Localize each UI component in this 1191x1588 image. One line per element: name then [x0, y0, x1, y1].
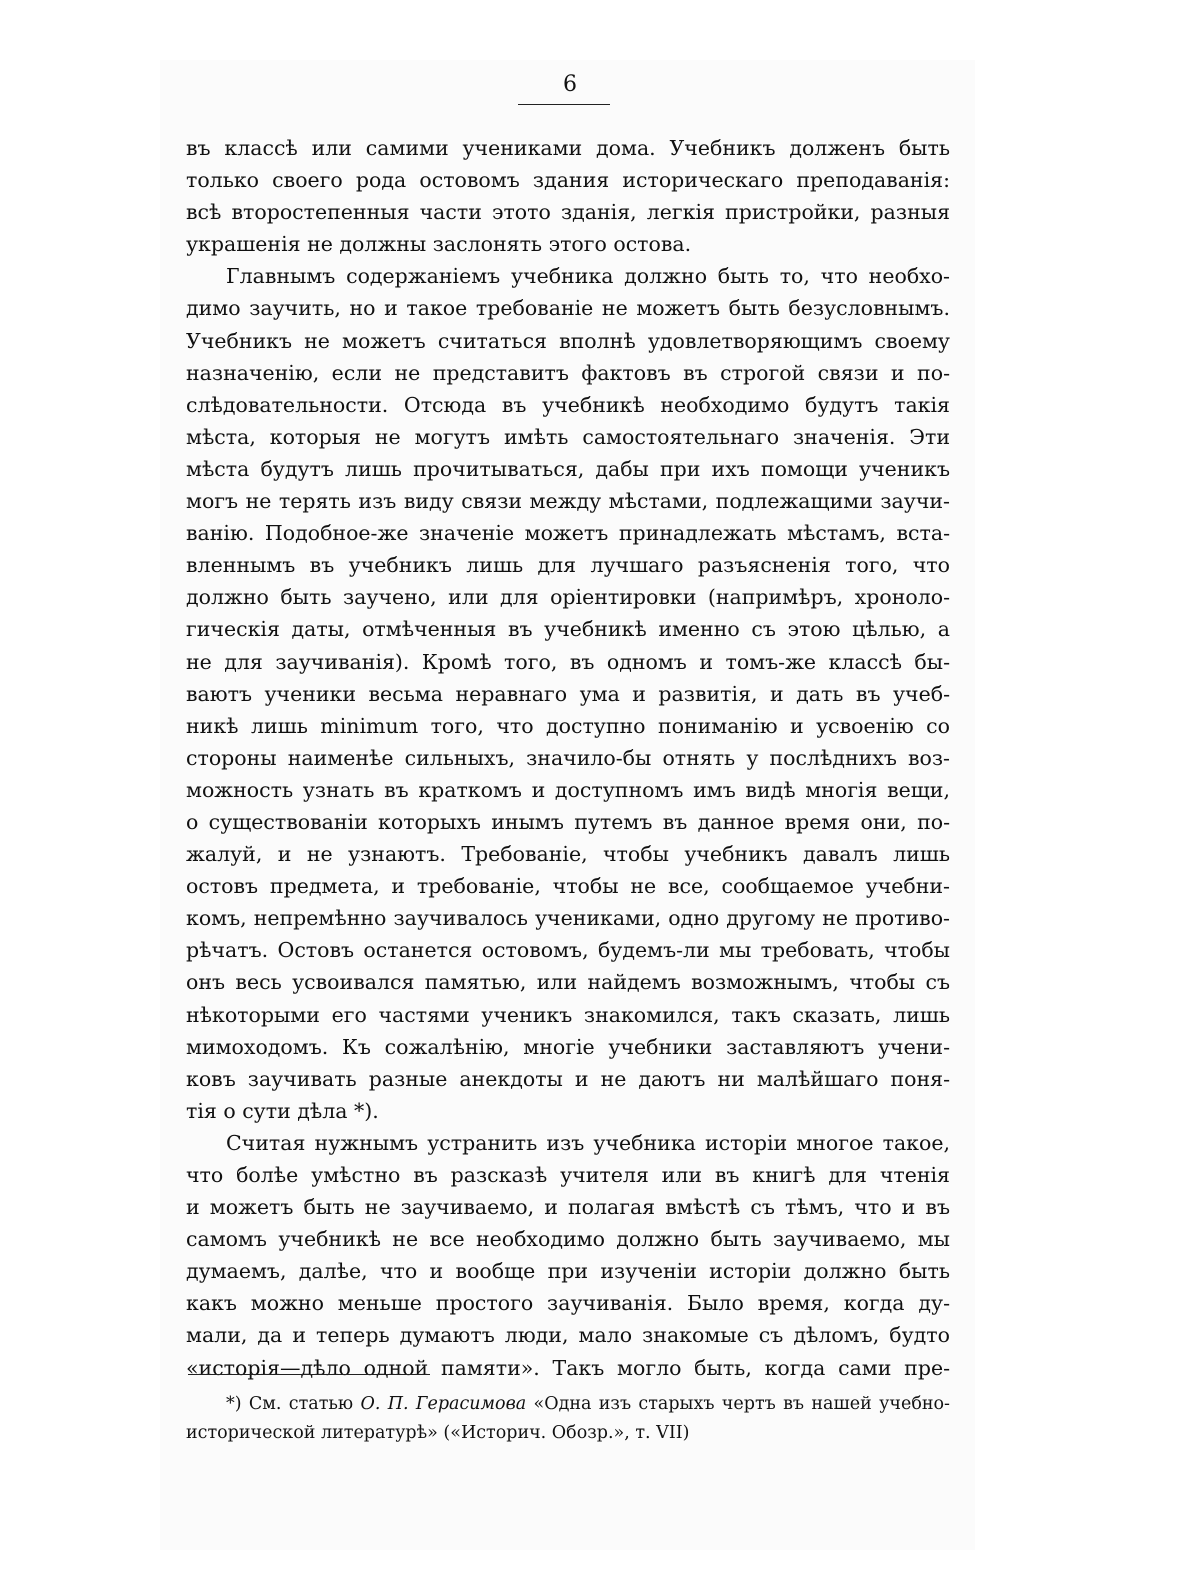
text-line: въ классѣ или самими учениками дома. Учебникъ долженъ быть	[186, 136, 950, 160]
page-number: 6	[563, 72, 577, 97]
footnote	[186, 1390, 950, 1448]
text-line: можность узнать въ краткомъ и доступномъ имъ видѣ многія вещи,	[186, 777, 950, 802]
text-line: ваютъ ученики весьма неравнаго ума и развитія, и дать въ учеб-	[186, 681, 950, 706]
footnote-marker: *) См. статью	[226, 1394, 361, 1414]
text-line: какъ можно меньше простого заучиванія. Было время, когда ду-	[186, 1291, 950, 1316]
text-line: могъ не терять изъ виду связи между мѣстами, подлежащими заучи-	[186, 489, 950, 514]
text-line: Учебникъ не можетъ считаться вполнѣ удовлетворяющимъ своему	[186, 328, 950, 353]
text-line: что болѣе умѣстно въ разсказѣ учителя или въ книгѣ для чтенія	[186, 1163, 950, 1187]
text-line: стороны наименѣе сильныхъ, значило-бы отнять у послѣднихъ воз-	[186, 745, 950, 770]
text-line: рѣчатъ. Остовъ останется остовомъ, будемъ-ли мы требовать, чтобы	[186, 938, 950, 963]
text-line: мимоходомъ. Къ сожалѣнію, многіе учебники заставляютъ учени-	[186, 1034, 950, 1059]
text-line: и можетъ быть не заучиваемо, и полагая вмѣстѣ съ тѣмъ, что и въ	[186, 1195, 950, 1220]
text-line: только своего рода остовомъ здания историческаго преподаванія:	[186, 168, 950, 193]
text-line: не для заучиванія). Кромѣ того, въ одномъ и томъ-же классѣ бы-	[186, 649, 950, 674]
text-line: комъ, непремѣнно заучивалось учениками, одно другому не противо-	[186, 906, 950, 931]
text-line: самомъ учебникѣ не все необходимо должно быть заучиваемо, мы	[186, 1227, 950, 1252]
text-line: ковъ заучивать разные анекдоты и не даютъ ни малѣйшаго поня-	[186, 1066, 950, 1091]
text-line: назначенію, если не представитъ фактовъ въ строгой связи и по-	[186, 360, 950, 385]
text-line: мѣста будутъ лишь прочитываться, дабы при ихъ помощи ученикъ	[186, 456, 950, 481]
text-line: остовъ предмета, и требованіе, чтобы не все, сообщаемое учебни-	[186, 874, 950, 899]
text-line: вленнымъ въ учебникъ лишь для лучшаго разъясненія того, что	[186, 553, 950, 578]
paragraph-start-line: Главнымъ содержаніемъ учебника должно быть то, что необхо-	[226, 264, 950, 289]
text-line: «исторія—дѣло одной памяти». Такъ могло быть, когда сами пре-	[186, 1355, 950, 1380]
paragraph-start-line: Считая нужнымъ устранить изъ учебника исторіи многое такое,	[226, 1130, 950, 1155]
text-line: гическія даты, отмѣченныя въ учебникѣ именно съ этою цѣлью, а	[186, 617, 950, 642]
text-line: онъ весь усвоивался памятью, или найдемъ возможнымъ, чтобы съ	[186, 970, 950, 995]
footnote-rule	[188, 1374, 430, 1375]
body-text	[186, 132, 950, 1384]
footnote-line	[186, 1390, 950, 1419]
footnote-text: «Одна изъ старыхъ чертъ въ нашей учебно-	[526, 1394, 950, 1414]
text-line: жалуй, и не узнаютъ. Требованіе, чтобы учебникъ давалъ лишь	[186, 842, 950, 867]
text-line: украшенія не должны заслонять этого остова.	[186, 232, 692, 257]
text-line: нѣкоторыми его частями ученикъ знакомился, такъ сказать, лишь	[186, 1002, 950, 1027]
text-line: никѣ лишь minimum того, что доступно пониманію и усвоенію со	[186, 713, 950, 738]
text-line: слѣдовательности. Отсюда въ учебникѣ необходимо будутъ такія	[186, 392, 950, 417]
text-line: мѣста, которыя не могутъ имѣть самостоятельнаго значенія. Эти	[186, 424, 950, 449]
text-line: мали, да и теперь думаютъ люди, мало знакомые съ дѣломъ, будто	[186, 1323, 950, 1348]
text-line: всѣ второстепенныя части этото зданія, легкія пристройки, разныя	[186, 200, 950, 225]
page-number-rule	[518, 104, 610, 105]
text-line: должно быть заучено, или для оріентировки (напримѣръ, хроноло-	[186, 585, 950, 610]
text-line: думаемъ, далѣе, что и вообще при изученіи исторіи должно быть	[186, 1259, 950, 1284]
footnote-author: О. П. Герасимова	[360, 1394, 527, 1414]
text-line: димо заучить, но и такое требованіе не можетъ быть безусловнымъ.	[186, 296, 950, 321]
footnote-line: исторической литературѣ» («Историч. Обозр.», т. VII)	[186, 1423, 690, 1443]
text-line: ванію. Подобное-же значеніе можетъ принадлежать мѣстамъ, вста-	[186, 521, 950, 546]
text-line: тія о сути дѣла *).	[186, 1098, 379, 1123]
text-line: о существованіи которыхъ инымъ путемъ въ данное время они, по-	[186, 809, 950, 834]
